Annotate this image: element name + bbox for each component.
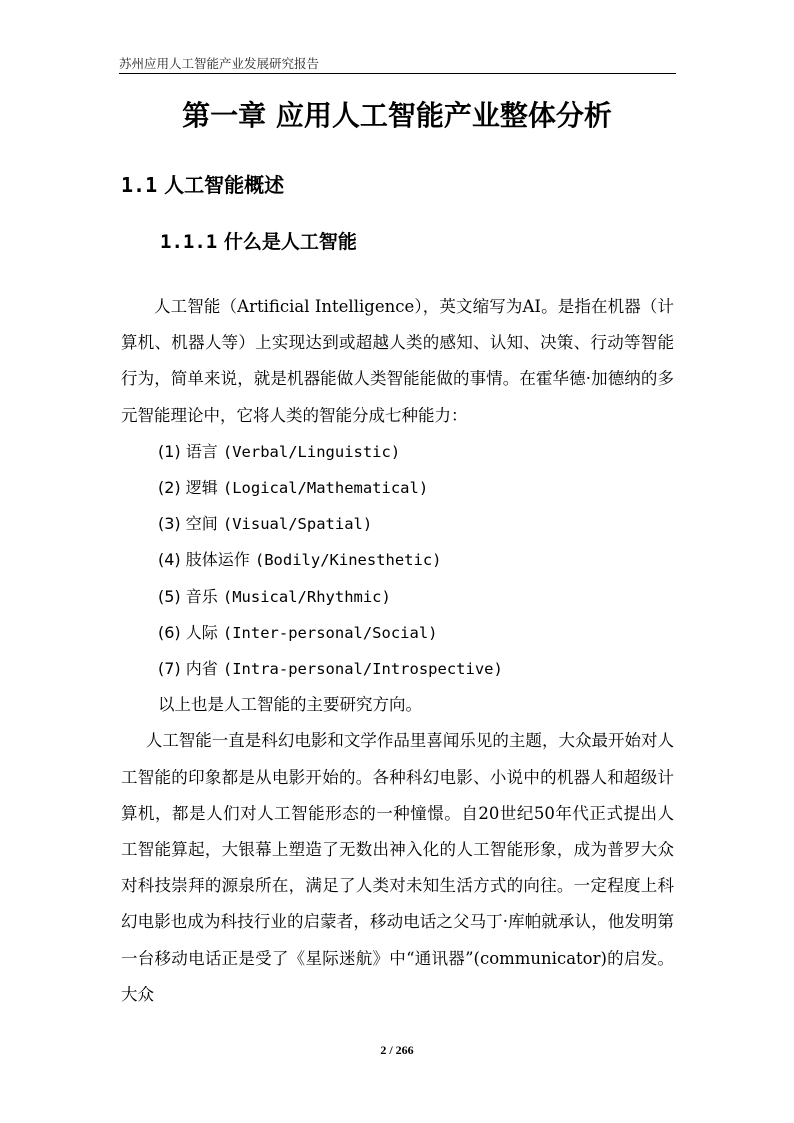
list-item bbox=[121, 470, 674, 506]
list-item bbox=[121, 579, 674, 615]
section-number: 1.1 bbox=[121, 173, 158, 197]
item-name: 内省 bbox=[185, 659, 218, 679]
body-paragraph: 人工智能一直是科幻电影和文学作品里喜闻乐见的主题，大众最开始对人工智能的印象都是从电影开始的。各种科幻电影、小说中的机器人和超级计算机，都是人们对人工智能形态的一种憧憬。自20世纪50年代正式提出人工智能算起，大银幕上塑造了无数出神入化的人工智能形象，成为普罗大众对科技崇拜的源泉所在，满足了人类对未知生活方式的向往。一定程度上科幻电影也成为科技行业的启蒙者，移动电话之父马丁·库帕就承认，他发明第一台移动电话正是受了《星际迷航》中“通讯器”(communicator)的启发。大众 bbox=[121, 731, 674, 1004]
section-title: 人工智能概述 bbox=[164, 173, 285, 197]
item-english: (Verbal/Linguistic) bbox=[222, 442, 401, 461]
page-number: 2 bbox=[380, 1043, 387, 1057]
item-number: (4) bbox=[158, 550, 181, 570]
list-item bbox=[121, 651, 674, 687]
list-item bbox=[121, 434, 674, 470]
item-number: (2) bbox=[158, 478, 181, 498]
item-english: (Musical/Rhythmic) bbox=[222, 587, 391, 606]
list-item bbox=[121, 542, 674, 578]
item-english: (Visual/Spatial) bbox=[222, 515, 373, 534]
item-english: (Intra-personal/Introspective) bbox=[222, 660, 503, 679]
body-text bbox=[121, 289, 674, 1013]
intro-paragraph: 人工智能（Artificial Intelligence），英文缩写为AI。是指在机器（计算机、机器人等）上实现达到或超越人类的感知、认知、决策、行动等智能行为，简单来说，就是机器能做人类智能能做的事情。在霍华德·加德纳的多元智能理论中，它将人类的智能分成七种能力： bbox=[121, 297, 674, 425]
page-total: 266 bbox=[395, 1043, 414, 1057]
page-separator: / bbox=[389, 1043, 393, 1057]
item-number: (1) bbox=[158, 441, 181, 461]
running-header bbox=[119, 56, 676, 74]
item-name: 空间 bbox=[185, 514, 218, 534]
subsection-heading bbox=[160, 227, 357, 257]
section-heading bbox=[121, 170, 284, 200]
item-name: 语言 bbox=[185, 441, 218, 461]
abilities-list bbox=[121, 434, 674, 687]
item-number: (6) bbox=[158, 622, 181, 642]
list-item bbox=[121, 615, 674, 651]
item-english: (Logical/Mathematical) bbox=[222, 479, 429, 498]
list-item bbox=[121, 506, 674, 542]
item-english: (Inter-personal/Social) bbox=[222, 623, 438, 642]
item-name: 肢体运作 bbox=[185, 550, 250, 570]
page-footer bbox=[0, 1043, 794, 1058]
chapter-title: 第一章 应用人工智能产业整体分析 bbox=[182, 99, 612, 132]
summary-paragraph: 以上也是人工智能的主要研究方向。 bbox=[158, 695, 422, 715]
item-number: (3) bbox=[158, 514, 181, 534]
item-name: 人际 bbox=[185, 622, 218, 642]
subsection-title: 什么是人工智能 bbox=[223, 231, 357, 253]
item-number: (5) bbox=[158, 586, 181, 606]
item-english: (Bodily/Kinesthetic) bbox=[254, 551, 442, 570]
item-name: 音乐 bbox=[185, 586, 218, 606]
item-name: 逻辑 bbox=[185, 478, 218, 498]
header-title: 苏州应用人工智能产业发展研究报告 bbox=[119, 56, 320, 71]
item-number: (7) bbox=[158, 659, 181, 679]
subsection-number: 1.1.1 bbox=[160, 231, 218, 253]
